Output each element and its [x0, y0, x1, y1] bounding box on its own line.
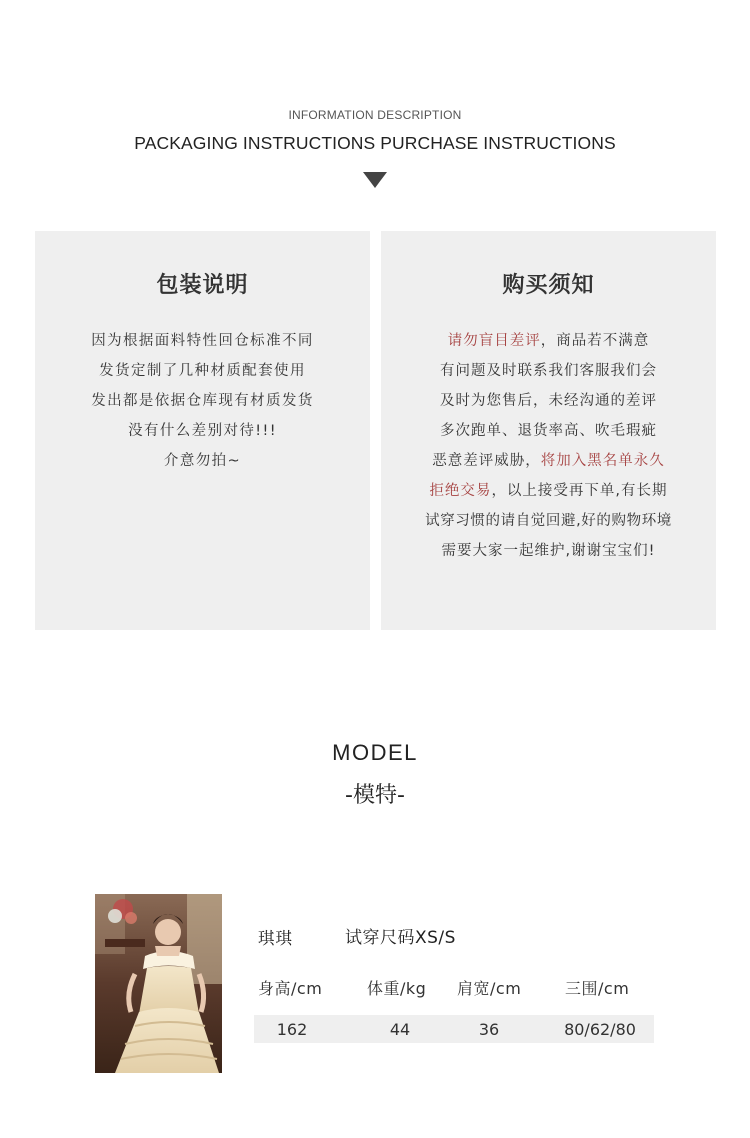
purchase-line: 需要大家一起维护,谢谢宝宝们! — [441, 543, 656, 559]
purchase-line — [381, 476, 716, 506]
model-photo — [95, 894, 222, 1073]
purchase-line: 及时为您售后，未经沟通的差评 — [440, 393, 657, 409]
model-title-en: MODEL — [332, 740, 418, 765]
model-size: 试穿尺码XS/S — [345, 928, 456, 948]
weight-header: 体重/kg — [367, 979, 427, 998]
measurements-value: 80/62/80 — [564, 1020, 636, 1039]
purchase-title: 购买须知 — [502, 273, 595, 298]
height-header: 身高/cm — [258, 979, 323, 998]
purchase-line: 多次跑单、退货率高、吹毛瑕疵 — [440, 423, 657, 439]
warning-text: 拒绝交易 — [429, 483, 492, 499]
height-value: 162 — [276, 1020, 308, 1039]
purchase-line: 试穿习惯的请自觉回避,好的购物环境 — [425, 513, 672, 529]
triangle-down-icon — [363, 172, 387, 188]
packaging-line: 发出都是依据仓库现有材质发货 — [91, 393, 314, 409]
packaging-title: 包装说明 — [156, 273, 249, 298]
section-subheading: INFORMATION DESCRIPTION — [288, 108, 462, 122]
purchase-line — [381, 446, 716, 476]
shoulder-value: 36 — [478, 1020, 500, 1039]
model-name: 琪琪 — [258, 929, 293, 948]
purchase-line — [381, 326, 716, 356]
warning-text: 请勿盲目差评 — [447, 333, 541, 349]
packaging-text — [35, 326, 370, 476]
purchase-text-segment: ，以上接受再下单,有长期 — [491, 483, 668, 499]
shoulder-header: 肩宽/cm — [457, 979, 522, 998]
purchase-text-segment: ，商品若不满意 — [540, 333, 650, 349]
purchase-text-segment: 恶意差评威胁， — [432, 453, 541, 469]
model-title-zh: -模特- — [345, 783, 405, 808]
measurements-header: 三围/cm — [565, 979, 630, 998]
purchase-text — [381, 326, 716, 566]
packaging-line: 没有什么差别对待!!! — [128, 423, 277, 439]
warning-text: 将加入黑名单永久 — [540, 453, 665, 469]
section-heading: PACKAGING INSTRUCTIONS PURCHASE INSTRUCTIONS — [134, 133, 616, 153]
packaging-line: 因为根据面料特性回仓标准不同 — [91, 333, 314, 349]
packaging-line: 介意勿拍~ — [163, 453, 242, 469]
purchase-line: 有问题及时联系我们客服我们会 — [440, 363, 657, 379]
weight-value: 44 — [389, 1020, 411, 1039]
packaging-line: 发货定制了几种材质配套使用 — [99, 363, 306, 379]
